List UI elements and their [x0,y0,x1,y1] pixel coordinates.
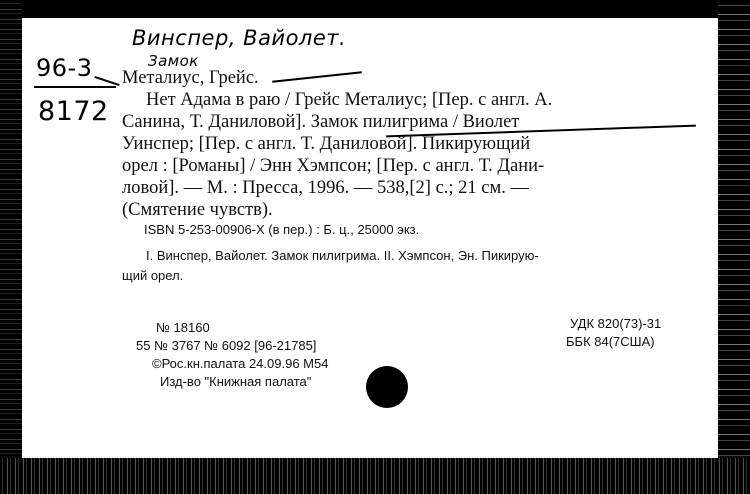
handwritten-shelf-code-bottom: 8172 [38,96,109,127]
tracing-line-2: щий орел. [122,268,184,283]
handwritten-shelf-code-top: 96-3 [36,54,93,82]
record-line-6: ловой]. — М. : Пресса, 1996. — 538,[2] с.; 21 см. — [122,178,529,198]
bbk-code: ББК 84(7США) [566,334,655,349]
scan-edge-left [0,0,22,494]
record-line-2: Нет Адама в раю / Грейс Металиус; [Пер. с англ. А. [146,90,553,110]
heading-strike [272,71,362,82]
record-line-7: (Смятение чувств). [122,200,273,220]
handwritten-author: Винспер, Вайолет. [132,26,347,50]
isbn-line: ISBN 5-253-00906-X (в пер.) : Б. ц., 25000 экз. [144,222,420,237]
shelf-code-underline [34,86,116,88]
ink-stamp-blot [366,366,408,408]
publisher-line: Изд-во "Книжная палата" [160,374,312,389]
arrow-mark [94,76,119,86]
record-heading: Металиус, Грейс. [122,68,259,88]
record-line-5: орел : [Романы] / Энн Хэмпсон; [Пер. с англ. Т. Дани- [122,156,545,176]
catalog-card [22,18,718,458]
record-line-4: Уинспер; [Пер. с англ. Т. Даниловой]. Пикирующий [122,134,531,154]
card-number: № 18160 [156,320,210,335]
scan-edge-right [718,0,750,494]
scan-edge-bottom [0,458,750,494]
udk-code: УДК 820(73)-31 [570,316,662,331]
record-line-3: Санина, Т. Даниловой]. Замок пилигрима / Виолет [122,112,520,132]
tracing-line-1: I. Винспер, Вайолет. Замок пилигрима. II. Хэмпсон, Эн. Пикирую- [146,248,539,263]
registry-number: 55 № 3767 № 6092 [96-21785] [136,338,317,353]
copyright-line: ©Рос.кн.палата 24.09.96 М54 [152,356,329,371]
handwritten-title-note: Замок [148,52,199,70]
